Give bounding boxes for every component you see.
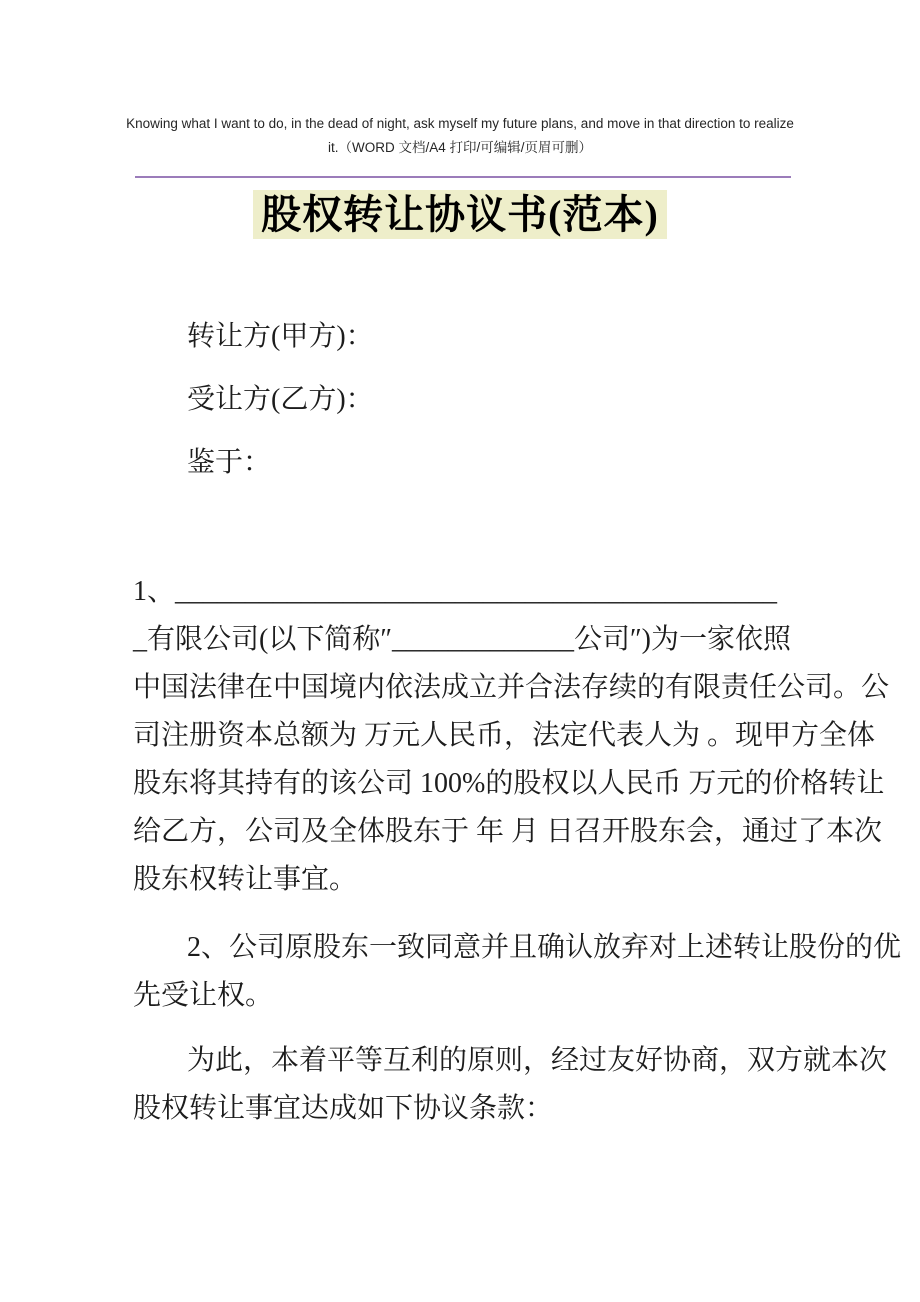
text-line: _有限公司(以下简称″_____________公司″)为一家依照 xyxy=(133,624,791,655)
text-line: 先受让权。 xyxy=(133,980,274,1011)
document-title xyxy=(0,188,920,242)
transferee-line: 受让方(乙方)： xyxy=(187,384,374,415)
text-line: 为此，本着平等互利的原则，经过友好协商，双方就本次 xyxy=(187,1045,888,1076)
text-line: 2、公司原股东一致同意并且确认放弃对上述转让股份的优 xyxy=(187,932,902,963)
text-line: 股权转让事宜达成如下协议条款： xyxy=(133,1093,554,1124)
text-line: 司注册资本总额为 万元人民币，法定代表人为 。现甲方全体 xyxy=(133,720,876,751)
page-header xyxy=(0,0,920,160)
transferor-line: 转让方(甲方)： xyxy=(187,321,374,352)
whereas-line: 鉴于： xyxy=(187,447,272,478)
paragraph-1 xyxy=(133,568,890,904)
text-line: 1、___________________________________________ xyxy=(133,576,778,607)
text-line: 中国法律在中国境内依法成立并合法存续的有限责任公司。公 xyxy=(133,672,890,703)
text-line: 给乙方，公司及全体股东于 年 月 日召开股东会，通过了本次 xyxy=(133,816,883,847)
title-highlight: 股权转让协议书(范本) xyxy=(253,190,667,239)
text-line: 股东将其持有的该公司 100%的股权以人民币 万元的价格转让 xyxy=(133,768,885,799)
document-body xyxy=(133,321,902,1133)
header-text-line-1: Knowing what I want to do, in the dead of night, ask myself my future plans, and move in that direction to realize xyxy=(126,116,794,131)
paragraph-2 xyxy=(133,924,902,1020)
header-divider xyxy=(135,176,791,178)
header-text-line-2: it.（WORD 文档/A4 打印/可编辑/页眉可删） xyxy=(327,140,592,155)
paragraph-3 xyxy=(133,1037,888,1133)
text-line: 股东权转让事宜。 xyxy=(133,864,358,895)
